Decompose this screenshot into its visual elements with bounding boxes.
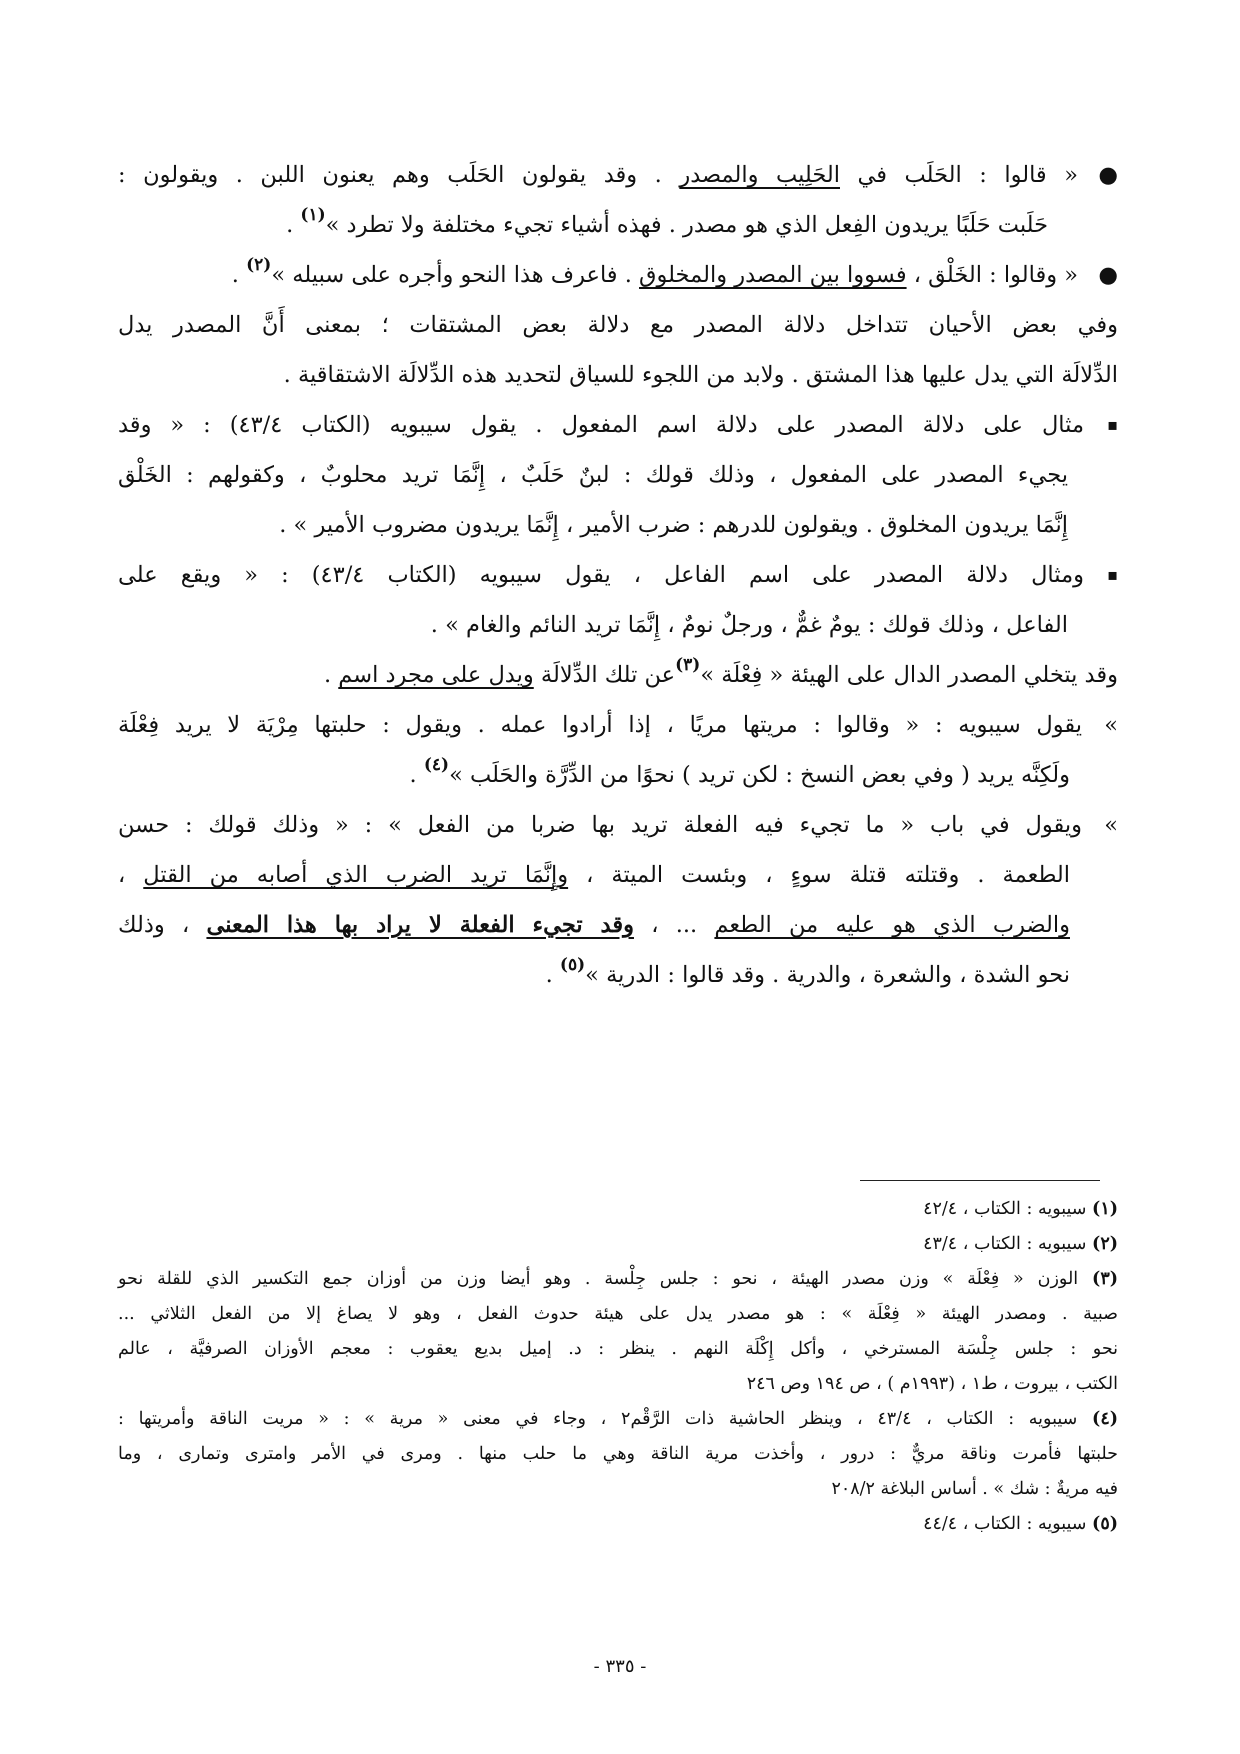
underlined-phrase: فسووا بين المصدر والمخلوق bbox=[639, 262, 907, 288]
underlined-phrase: الحَلِيب والمصدر bbox=[679, 162, 840, 188]
square-item-2-line-2: الفاعل ، وذلك قولك : يومٌ غمٌّ ، ورجلٌ نومٌ ، إِنَّمَا تريد النائم والغام » . bbox=[430, 612, 1068, 638]
footnote-separator bbox=[860, 1180, 1100, 1181]
quote-item-1-line-1: »يقول سيبويه : « وقالوا : مريتها مريًا ، إذا أرادوا عمله . ويقول : حلبتها مِرْيَة لا يريد فِعْلَة bbox=[118, 700, 1118, 750]
footnote-3-line-1: (٣) الوزن « فِعْلَة » وزن مصدر الهيئة ، نحو : جلس جِلْسة . وهو أيضا وزن من أوزان جمع التكسير الذي للقلة نحو bbox=[118, 1269, 1119, 1289]
footnote-ref-5[interactable]: (٥) bbox=[559, 955, 586, 975]
square-item-2-line-1: ▪ومثال دلالة المصدر على اسم الفاعل ، يقول سيبويه (الكتاب ٤٣/٤) : « ويقع على bbox=[118, 550, 1118, 600]
bold-underlined-phrase: وقد تجيء الفعلة لا يراد بها هذا المعنى bbox=[206, 912, 634, 938]
bullet-dot-icon: ● bbox=[1098, 162, 1118, 188]
quote-bullet-icon: » bbox=[1104, 712, 1118, 738]
footnote-ref-2[interactable]: (٢) bbox=[246, 255, 272, 275]
footnote-3-line-4: الكتب ، بيروت ، ط١ ، (١٩٩٣م ) ، ص ١٩٤ وص ٢٤٦ bbox=[746, 1374, 1118, 1394]
footnote-ref-1[interactable]: (١) bbox=[300, 205, 326, 225]
square-item-1-line-3: إِنَّمَا يريدون المخلوق . ويقولون للدرهم : ضرب الأمير ، إِنَّمَا يريدون مضروب الأمير » . bbox=[279, 512, 1068, 538]
footnote-ref-3[interactable]: (٣) bbox=[675, 655, 701, 675]
underlined-phrase: والضرب الذي هو عليه من الطعم bbox=[714, 912, 1070, 938]
quote-item-2-line-2: الطعمة . وقتلته قتلة سوءٍ ، وبئست الميتة ، وإِنَّمَا تريد الضرب الذي أصابه من القتل ، bbox=[118, 862, 1071, 888]
main-text bbox=[118, 150, 1118, 1000]
bullet-item-1-line-2: حَلَبت حَلَبًا يريدون الفِعل الذي هو مصدر . فهذه أشياء تجيء مختلفة ولا تطرد »$^{(١)}$ . bbox=[286, 205, 1048, 238]
page-number: - ٣٣٥ - bbox=[593, 1656, 647, 1677]
footnote-3-line-3: نحو : جلس جِلْسَة المسترخي ، وأكل إِكْلَة النهم . ينظر : د. إميل بديع يعقوب : معجم الأوزان الصرفيَّة ، عالم bbox=[118, 1339, 1118, 1359]
bullet-dot-icon: ● bbox=[1098, 262, 1118, 288]
underlined-phrase: وإِنَّمَا تريد الضرب الذي أصابه من القتل bbox=[143, 862, 569, 888]
square-bullet-icon: ▪ bbox=[1107, 565, 1118, 584]
footnote-ref-4[interactable]: (٤) bbox=[423, 755, 450, 775]
paragraph-1-line-1: وفي بعض الأحيان تتداخل دلالة المصدر مع دلالة بعض المشتقات ؛ بمعنى أَنَّ المصدر يدل bbox=[118, 312, 1118, 338]
footnote-4-line-2: حلبتها فأمرت وناقة مريٌّ : درور ، وأخذت مرية الناقة وهي ما حلب منها . ومرى في الأمر وامترى وتمارى ، وما bbox=[118, 1444, 1118, 1464]
footnote-2: (٢) سيبويه : الكتاب ، ٤٣/٤ bbox=[923, 1234, 1118, 1254]
footnote-5: (٥) سيبويه : الكتاب ، ٤٤/٤ bbox=[923, 1514, 1118, 1534]
paragraph-1-line-2: الدِّلالَة التي يدل عليها هذا المشتق . ولابد من اللجوء للسياق لتحديد هذه الدِّلالَة الاشتقاقية . bbox=[283, 362, 1118, 388]
paragraph-2: وقد يتخلي المصدر الدال على الهيئة « فِعْلَة »$^{(٣)}$عن تلك الدِّلالَة ويدل على مجرد اسم . bbox=[323, 655, 1118, 688]
quote-item-2-line-4: نحو الشدة ، والشعرة ، والدرية . وقد قالوا : الدرية »$^{(٥)}$ . bbox=[545, 955, 1070, 988]
footnote-4-line-3: فيه مريةٌ : شك » . أساس البلاغة ٢٠٨/٢ bbox=[831, 1479, 1118, 1499]
square-bullet-icon: ▪ bbox=[1107, 415, 1118, 434]
footnote-1: (١) سيبويه : الكتاب ، ٤٢/٤ bbox=[923, 1199, 1118, 1219]
footnotes bbox=[118, 1192, 1118, 1542]
underlined-phrase: ويدل على مجرد اسم bbox=[338, 662, 534, 688]
bullet-item-1-line-1: ●« قالوا : الحَلَب في الحَلِيب والمصدر . وقد يقولون الحَلَب وهم يعنون اللبن . ويقولون : bbox=[118, 150, 1118, 200]
quote-item-2-line-3: والضرب الذي هو عليه من الطعم ... ، وقد تجيء الفعلة لا يراد بها هذا المعنى ، وذلك bbox=[118, 912, 1070, 938]
square-item-1-line-1: ▪مثال على دلالة المصدر على دلالة اسم المفعول . يقول سيبويه (الكتاب ٤٣/٤) : « وقد bbox=[118, 400, 1118, 450]
quote-item-2-line-1: »ويقول في باب « ما تجيء فيه الفعلة تريد بها ضربا من الفعل » : « وذلك قولك : حسن bbox=[118, 800, 1118, 850]
footnote-4-line-1: (٤) سيبويه : الكتاب ، ٤٣/٤ ، وينظر الحاشية ذات الرَّقْم٢ ، وجاء في معنى « مرية » : « مريت الناقة وأمريتها : bbox=[118, 1409, 1118, 1429]
square-item-1-line-2: يجيء المصدر على المفعول ، وذلك قولك : لبنٌ حَلَبٌ ، إِنَّمَا تريد محلوبٌ ، وكقولهم : الخَلْق bbox=[118, 462, 1068, 488]
footnote-3-line-2: صبية . ومصدر الهيئة « فِعْلَة » : هو مصدر يدل على هيئة حدوث الفعل ، وهو لا يصاغ إلا من الفعل الثلاثي ... bbox=[118, 1304, 1118, 1324]
bullet-item-2-line-1: ●« وقالوا : الخَلْق ، فسووا بين المصدر والمخلوق . فاعرف هذا النحو وأجره على سبيله »$^{(٢)}$ . bbox=[118, 250, 1118, 300]
quote-bullet-icon: » bbox=[1104, 812, 1118, 838]
quote-item-1-line-2: ولَكِنَّه يريد ( وفي بعض النسخ : لكن تريد ) نحوًا من الدِّرَّة والحَلَب »$^{(٤)}$ . bbox=[409, 755, 1070, 788]
